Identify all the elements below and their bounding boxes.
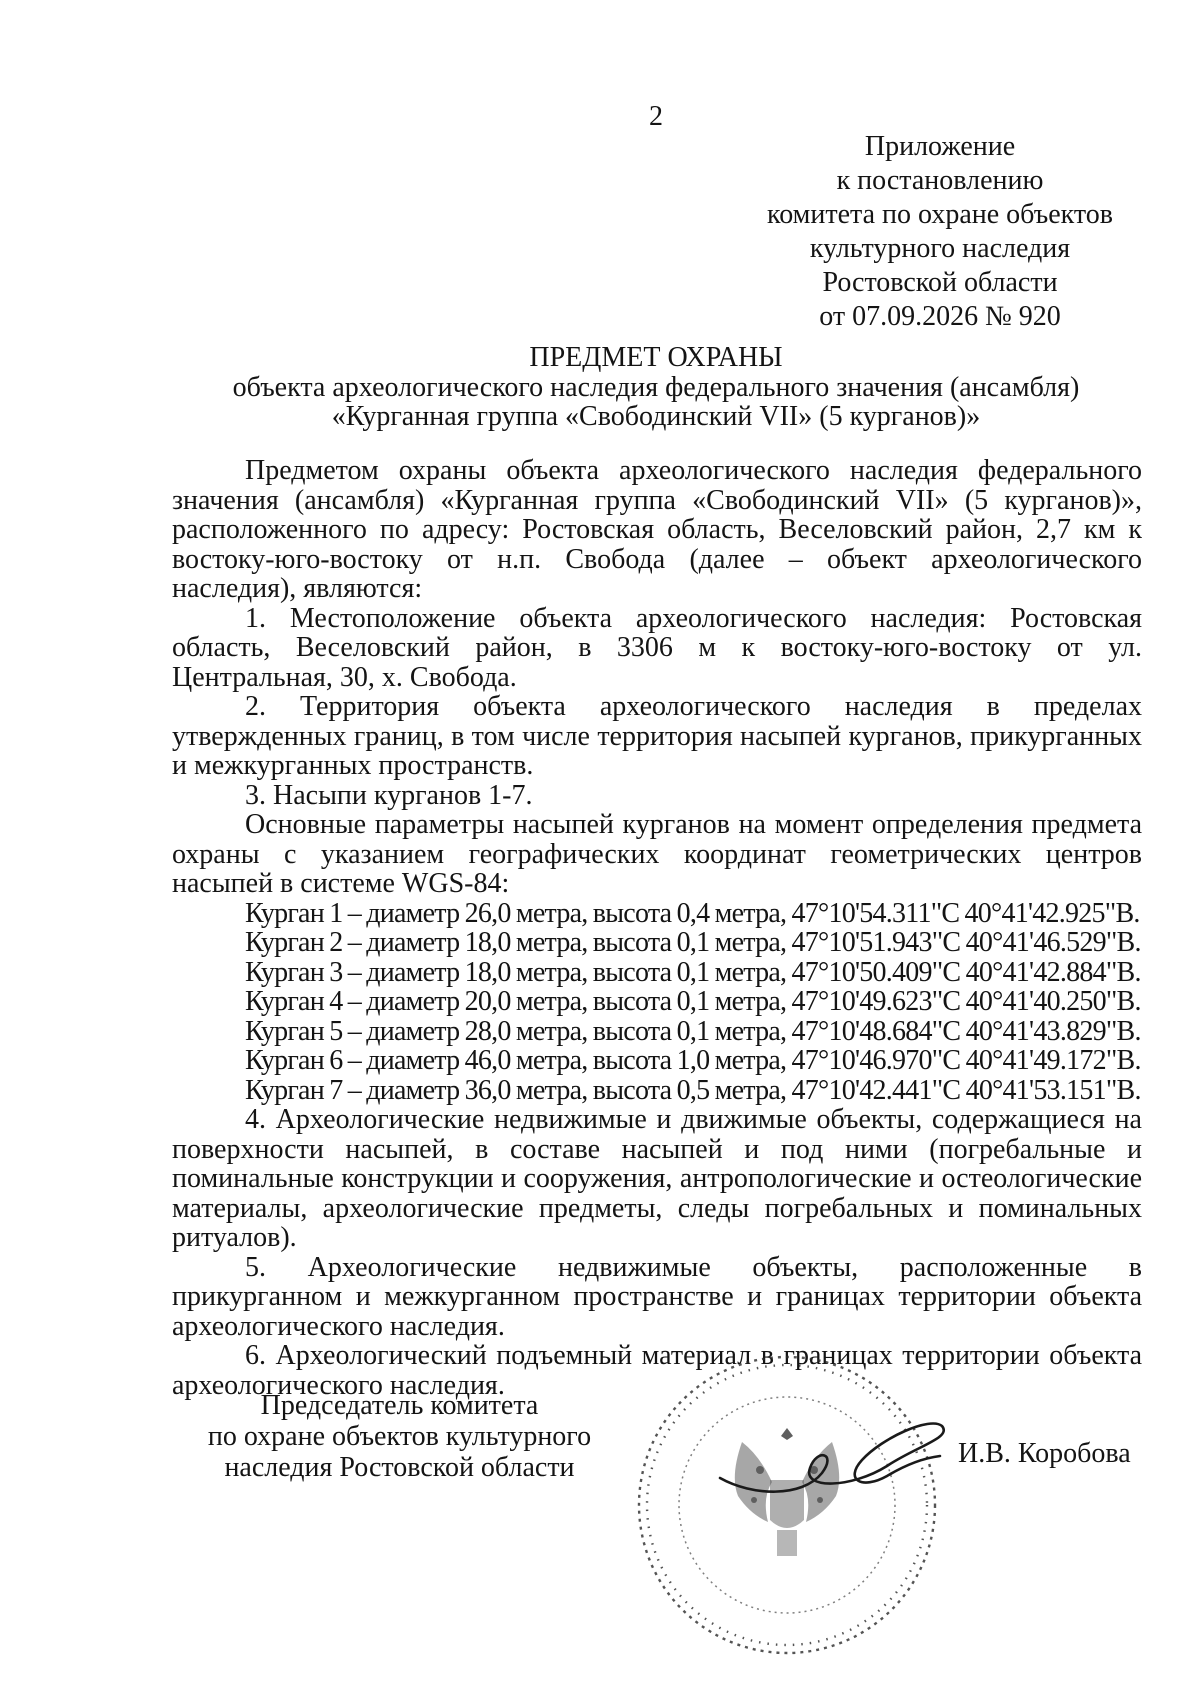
signer-position-line: по охране объектов культурного <box>207 1421 592 1452</box>
signer-name: И.В. Коробова <box>958 1438 1131 1469</box>
appendix-line: к постановлению <box>836 165 1044 196</box>
title-subtitle-line: объекта археологического наследия федерального значения (ансамбля) <box>232 371 1080 403</box>
title-heading: ПРЕДМЕТ ОХРАНЫ <box>529 342 783 373</box>
mound-line: Курган 1 – диаметр 26,0 метра, высота 0,4 метра, 47°10'54.311"С 40°41'42.925"В. <box>245 897 1140 929</box>
params-paragraph: Основные параметры насыпей курганов на момент определения предмета охраны с указанием географических координат геометрических центров насыпей в системе WGS-84: <box>172 809 1142 899</box>
item-mounds: 3. Насыпи курганов 1-7. <box>245 779 533 811</box>
handwritten-signature <box>712 1418 952 1508</box>
item-archaeological-objects: 4. Археологические недвижимые и движимые объекты, содержащиеся на поверхности насыпей, в составе насыпей и под ними (погребальные и поминальные конструкции и сооружения, антропологические и остеологические материалы, археологические предметы, следы погребальных и поминальных ритуалов). <box>172 1104 1142 1253</box>
appendix-line: культурного наследия <box>809 233 1071 264</box>
mound-line: Курган 6 – диаметр 46,0 метра, высота 1,0 метра, 47°10'46.970"С 40°41'49.172"В. <box>245 1045 1141 1076</box>
item-territory: 2. Территория объекта археологического наследия в пределах утвержденных границ, в том числе территория насыпей курганов, прикурганных и межкурганных пространств. <box>172 691 1142 781</box>
signer-position-line: наследия Ростовской области <box>224 1452 575 1483</box>
signer-position-line: Председатель комитета <box>260 1390 539 1421</box>
mound-line: Курган 7 – диаметр 36,0 метра, высота 0,5 метра, 47°10'42.441"С 40°41'53.151"В. <box>245 1074 1141 1106</box>
title-subtitle-line: «Курганная группа «Свободинский VII» (5 курганов)» <box>331 401 981 432</box>
appendix-date-number: от 07.09.2026 № 920 <box>819 301 1061 332</box>
page-number: 2 <box>649 101 663 132</box>
mound-line: Курган 2 – диаметр 18,0 метра, высота 0,1 метра, 47°10'51.943"С 40°41'46.529"В. <box>245 927 1141 958</box>
mound-line: Курган 3 – диаметр 18,0 метра, высота 0,1 метра, 47°10'50.409"С 40°41'42.884"В. <box>245 956 1141 988</box>
signer-position <box>172 1390 627 1483</box>
mound-line: Курган 4 – диаметр 20,0 метра, высота 0,1 метра, 47°10'49.623"С 40°41'40.250"В. <box>245 986 1141 1017</box>
item-surface-material: 6. Археологический подъемный материал в границах территории объекта археологического наследия. <box>172 1340 1142 1401</box>
document-title <box>172 343 1140 432</box>
mound-line: Курган 5 – диаметр 28,0 метра, высота 0,1 метра, 47°10'48.684"С 40°41'43.829"В. <box>245 1015 1141 1047</box>
appendix-line: комитета по охране объектов <box>767 199 1113 230</box>
appendix-header <box>745 130 1135 334</box>
appendix-line: Приложение <box>864 131 1016 162</box>
item-immovable-objects: 5. Археологические недвижимые объекты, расположенные в прикурганном и межкурганном пространстве и границах территории объекта археологического наследия. <box>172 1251 1142 1342</box>
item-location: 1. Местоположение объекта археологического наследия: Ростовская область, Веселовский район, в 3306 м к востоку-юго-востоку от ул. Центральная, 30, х. Свобода. <box>172 602 1142 693</box>
intro-paragraph: Предметом охраны объекта археологического наследия федерального значения (ансамбля) «Курганная группа «Свободинский VII» (5 курганов)», расположенного по адресу: Ростовская область, Веселовский район, 2,7 км к востоку-юго-востоку от н.п. Свобода (далее – объект археологического наследия), являются: <box>172 455 1142 604</box>
appendix-line: Ростовской области <box>822 267 1058 298</box>
document-body <box>172 456 1142 1400</box>
